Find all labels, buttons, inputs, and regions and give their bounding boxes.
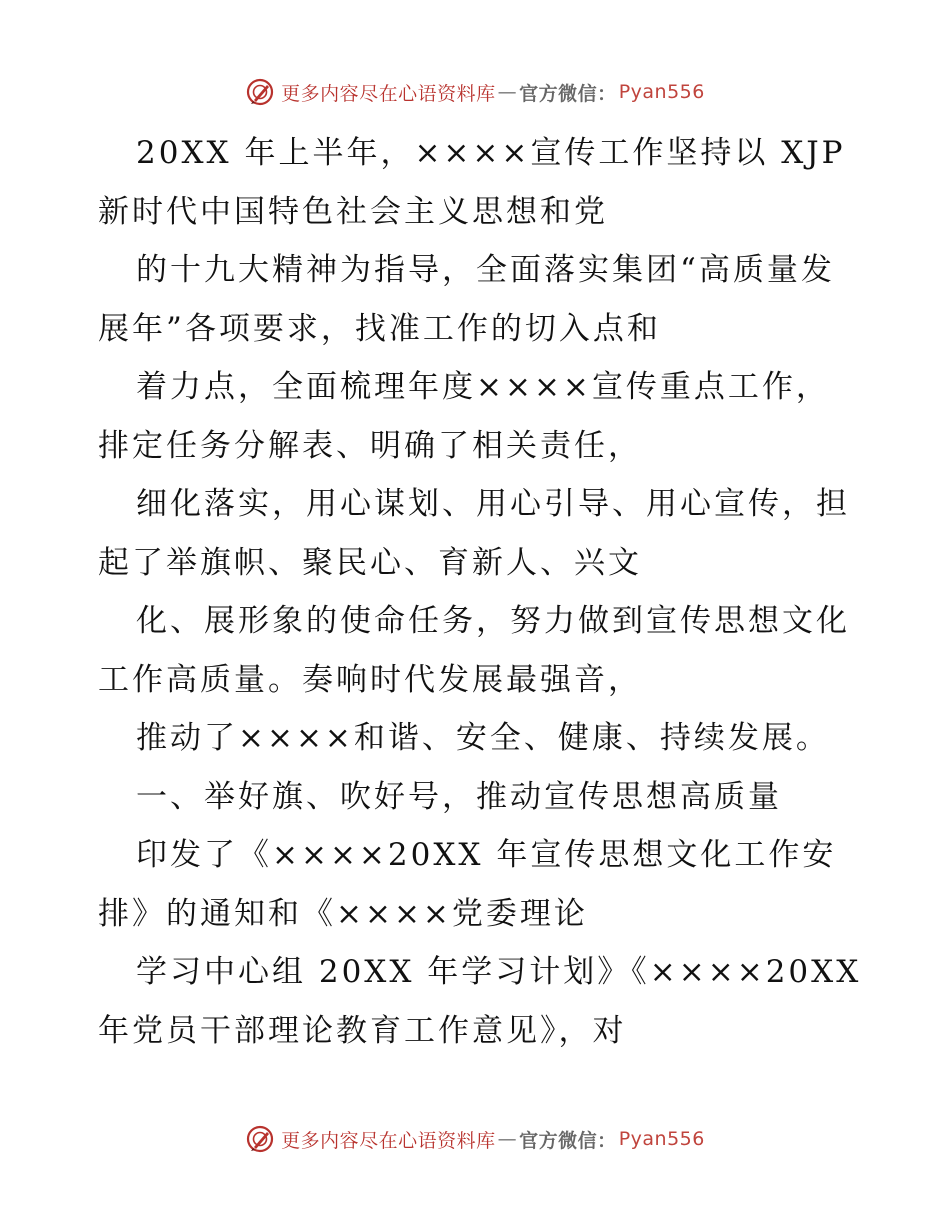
paragraph-7-line-2: 排》的通知和《××××党委理论 [98, 895, 588, 932]
watermark-contact: Pyan556 [618, 1128, 705, 1150]
watermark-text: 更多内容尽在心语资料库 [281, 82, 496, 105]
document-body [98, 124, 862, 1060]
header-watermark [0, 72, 950, 112]
paragraph-4-line-1: 细化落实，用心谋划、用心引导、用心宣传，担 [136, 486, 850, 522]
watermark-dash: — [497, 1128, 518, 1150]
paragraph-8-line-2: 年党员干部理论教育工作意见》，对 [98, 1012, 627, 1049]
paragraph-1-line-1: 20XX 年上半年，××××宣传工作坚持以 XJP [136, 135, 846, 171]
paragraph-6-line-1: 推动了××××和谐、安全、健康、持续发展。 [136, 720, 830, 756]
paragraph-3-line-1: 着力点，全面梳理年度××××宣传重点工作， [136, 369, 830, 405]
watermark-dash: — [497, 81, 518, 103]
footer-watermark [0, 1119, 950, 1159]
paragraph-3-line-2: 排定任务分解表、明确了相关责任， [98, 427, 642, 464]
paragraph-5-line-1: 化、展形象的使命任务，努力做到宣传思想文化 [136, 603, 850, 639]
watermark-text: 更多内容尽在心语资料库 [281, 1129, 496, 1152]
paragraph-5-line-2: 工作高质量。奏响时代发展最强音， [98, 661, 642, 698]
paragraph-2-line-1: 的十九大精神为指导，全面落实集团“高质量发 [136, 252, 835, 288]
section-heading-1: 一、举好旗、吹好号，推动宣传思想高质量 [136, 778, 782, 815]
paragraph-7-line-1: 印发了《××××20XX 年宣传思想文化工作安 [136, 837, 837, 873]
paragraph-4-line-2: 起了举旗帜、聚民心、育新人、兴文 [98, 544, 642, 581]
watermark-label: 官方微信： [519, 82, 617, 105]
pen-logo-icon [245, 77, 275, 107]
paragraph-2-line-2: 展年”各项要求，找准工作的切入点和 [98, 310, 661, 347]
watermark-contact: Pyan556 [618, 81, 705, 103]
pen-logo-icon [245, 1124, 275, 1154]
paragraph-1-line-2: 新时代中国特色社会主义思想和党 [98, 193, 608, 230]
paragraph-8-line-1: 学习中心组 20XX 年学习计划》《××××20XX [136, 954, 862, 990]
watermark-label: 官方微信： [519, 1129, 617, 1152]
